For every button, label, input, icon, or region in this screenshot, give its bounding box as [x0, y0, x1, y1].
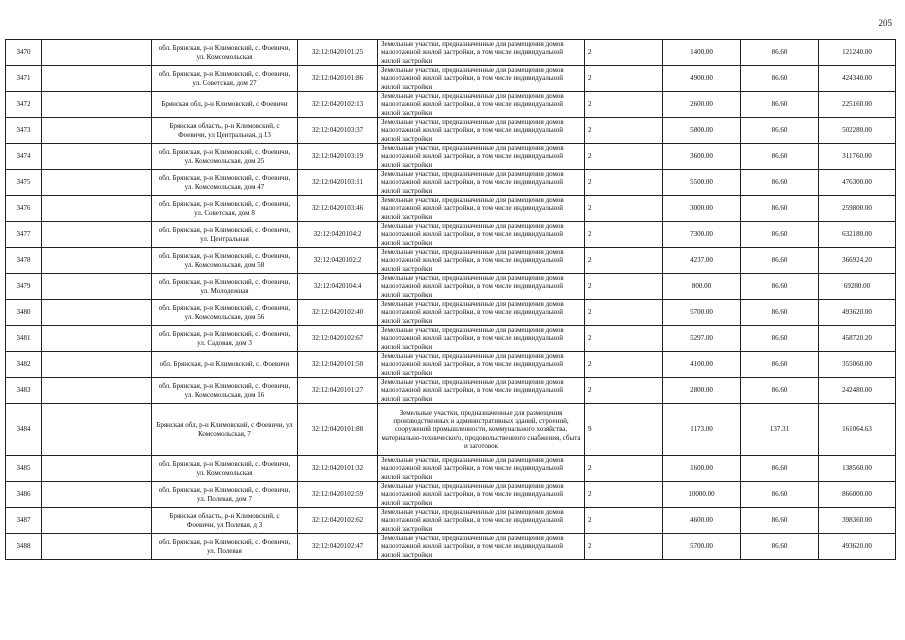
address-cell: Брянская обл, р-н Климовский, с Фоевичи, ул Комсомольская, 7 — [152, 404, 298, 456]
area-cell: 4237.00 — [663, 248, 741, 274]
address-cell: Брянская обл, р-н Климовский, с Фоевичи — [152, 92, 298, 118]
cadastral-value-cell: 242480.00 — [819, 378, 896, 404]
area-cell: 4600.00 — [663, 508, 741, 534]
table-row — [6, 66, 896, 92]
cadastral-value-cell: 121240.00 — [819, 40, 896, 66]
area-cell: 10000.00 — [663, 482, 741, 508]
table-row — [6, 534, 896, 560]
cadastral-number-cell: 32:12:0420101:32 — [298, 456, 378, 482]
blank-gap — [42, 456, 152, 482]
rate-cell: 137.31 — [741, 404, 819, 456]
address-cell: обл. Брянская, р-н Климовский, с. Фоевичи, ул. Комсомольская, дом 56 — [152, 300, 298, 326]
table-row — [6, 326, 896, 352]
blank-gap — [42, 300, 152, 326]
blank-gap — [42, 404, 152, 456]
cadastral-number-cell: 32:12:0420102:47 — [298, 534, 378, 560]
area-cell: 5500.00 — [663, 170, 741, 196]
row-number: 3488 — [6, 534, 42, 560]
cadastral-value-cell: 632180.00 — [819, 222, 896, 248]
cadastral-number-cell: 32:12:0420101:27 — [298, 378, 378, 404]
area-cell: 1173.00 — [663, 404, 741, 456]
land-use-cell: Земельные участки, предназначенные для размещения домов малоэтажной жилой застройки, в том числе индивидуальной жилой застройки — [378, 92, 585, 118]
address-cell: обл. Брянская, р-н Климовский, с. Фоевичи, ул. Центральная — [152, 222, 298, 248]
blank-gap — [42, 248, 152, 274]
table-row — [6, 40, 896, 66]
rate-cell: 86.60 — [741, 92, 819, 118]
land-use-cell: Земельные участки, предназначенные для размещения домов малоэтажной жилой застройки, в том числе индивидуальной жилой застройки — [378, 274, 585, 300]
rate-cell: 86.60 — [741, 326, 819, 352]
row-number: 3477 — [6, 222, 42, 248]
cadastral-number-cell: 32:12:0420101:88 — [298, 404, 378, 456]
table-row — [6, 456, 896, 482]
table-row — [6, 170, 896, 196]
table-row — [6, 508, 896, 534]
address-cell: обл. Брянская, р-н Климовский, с. Фоевичи, ул. Полевая — [152, 534, 298, 560]
cadastral-number-cell: 32:12:0420103:46 — [298, 196, 378, 222]
row-number: 3479 — [6, 274, 42, 300]
area-cell: 5700.00 — [663, 300, 741, 326]
rate-cell: 86.60 — [741, 144, 819, 170]
area-cell: 7300.00 — [663, 222, 741, 248]
address-cell: обл. Брянская, р-н Климовский, с. Фоевичи, ул. Комсомольская, дом 16 — [152, 378, 298, 404]
address-cell: обл. Брянская, р-н Климовский, с. Фоевичи, ул. Советская, дом 8 — [152, 196, 298, 222]
rate-cell: 86.60 — [741, 118, 819, 144]
cadastral-number-cell: 32:12:0420102:2 — [298, 248, 378, 274]
category-cell: 2 — [585, 66, 663, 92]
row-number: 3478 — [6, 248, 42, 274]
address-cell: Брянская область, р-н Климовский, с Фоевичи, ул Центральная, д 13 — [152, 118, 298, 144]
area-cell: 4100.00 — [663, 352, 741, 378]
land-use-cell: Земельные участки, предназначенные для размещения домов малоэтажной жилой застройки, в том числе индивидуальной жилой застройки — [378, 456, 585, 482]
land-use-cell: Земельные участки, предназначенные для размещения домов малоэтажной жилой застройки, в том числе индивидуальной жилой застройки — [378, 534, 585, 560]
blank-gap — [42, 92, 152, 118]
land-use-cell: Земельные участки, предназначенные для размещения домов малоэтажной жилой застройки, в том числе индивидуальной жилой застройки — [378, 378, 585, 404]
table-body — [6, 40, 896, 560]
category-cell: 2 — [585, 508, 663, 534]
row-number: 3480 — [6, 300, 42, 326]
area-cell: 5700.00 — [663, 534, 741, 560]
table-row — [6, 404, 896, 456]
category-cell: 2 — [585, 196, 663, 222]
cadastral-number-cell: 32:12:0420102:13 — [298, 92, 378, 118]
cadastral-value-cell: 355060.00 — [819, 352, 896, 378]
area-cell: 1600.00 — [663, 456, 741, 482]
cadastral-value-cell: 493620.00 — [819, 300, 896, 326]
row-number: 3484 — [6, 404, 42, 456]
land-use-cell: Земельные участки, предназначенные для размещения домов малоэтажной жилой застройки, в том числе индивидуальной жилой застройки — [378, 326, 585, 352]
row-number: 3487 — [6, 508, 42, 534]
cadastral-number-cell: 32:12:0420103:19 — [298, 144, 378, 170]
category-cell: 2 — [585, 274, 663, 300]
cadastral-number-cell: 32:12:0420102:67 — [298, 326, 378, 352]
rate-cell: 86.60 — [741, 274, 819, 300]
cadastral-value-cell: 69280.00 — [819, 274, 896, 300]
table-row — [6, 300, 896, 326]
blank-gap — [42, 222, 152, 248]
land-use-cell: Земельные участки, предназначенные для размещения домов малоэтажной жилой застройки, в том числе индивидуальной жилой застройки — [378, 196, 585, 222]
area-cell: 3600.00 — [663, 144, 741, 170]
rate-cell: 86.60 — [741, 378, 819, 404]
blank-gap — [42, 144, 152, 170]
cadastral-number-cell: 32:12:0420103:37 — [298, 118, 378, 144]
address-cell: обл. Брянская, р-н Климовский, с. Фоевичи, ул. Комсомольская, дом 25 — [152, 144, 298, 170]
rate-cell: 86.60 — [741, 300, 819, 326]
table-row — [6, 378, 896, 404]
address-cell: обл. Брянская, р-н Климовский, с. Фоевичи, ул. Комсомольская, дом 58 — [152, 248, 298, 274]
row-number: 3483 — [6, 378, 42, 404]
cadastral-value-cell: 866000.00 — [819, 482, 896, 508]
category-cell: 2 — [585, 378, 663, 404]
rate-cell: 86.60 — [741, 352, 819, 378]
rate-cell: 86.60 — [741, 456, 819, 482]
table-row — [6, 92, 896, 118]
category-cell: 2 — [585, 222, 663, 248]
cadastral-value-cell: 502280.00 — [819, 118, 896, 144]
land-registry-table — [5, 39, 896, 560]
row-number: 3470 — [6, 40, 42, 66]
cadastral-number-cell: 32:12:0420102:59 — [298, 482, 378, 508]
table-row — [6, 196, 896, 222]
row-number: 3471 — [6, 66, 42, 92]
land-use-cell: Земельные участки, предназначенные для размещения производственных и административных зданий, строений, сооружений промышленности, коммунального хозяйства, материально-технического, продовольственного снабжения, сбыта и заготовок — [378, 404, 585, 456]
land-use-cell: Земельные участки, предназначенные для размещения домов малоэтажной жилой застройки, в том числе индивидуальной жилой застройки — [378, 248, 585, 274]
address-cell: обл. Брянская, р-н Климовский, с. Фоевичи, ул. Комсомольская — [152, 40, 298, 66]
category-cell: 2 — [585, 300, 663, 326]
area-cell: 1400.00 — [663, 40, 741, 66]
cadastral-number-cell: 32:12:0420101:25 — [298, 40, 378, 66]
rate-cell: 86.60 — [741, 534, 819, 560]
cadastral-number-cell: 32:12:0420101:50 — [298, 352, 378, 378]
cadastral-value-cell: 161064.63 — [819, 404, 896, 456]
rate-cell: 86.60 — [741, 196, 819, 222]
blank-gap — [42, 170, 152, 196]
address-cell: обл. Брянская, р-н Климовский, с. Фоевичи, ул. Молодежная — [152, 274, 298, 300]
land-use-cell: Земельные участки, предназначенные для размещения домов малоэтажной жилой застройки, в том числе индивидуальной жилой застройки — [378, 170, 585, 196]
area-cell: 5800.00 — [663, 118, 741, 144]
rate-cell: 86.60 — [741, 248, 819, 274]
cadastral-number-cell: 32:12:0420101:86 — [298, 66, 378, 92]
cadastral-value-cell: 424340.00 — [819, 66, 896, 92]
cadastral-value-cell: 225160.00 — [819, 92, 896, 118]
category-cell: 2 — [585, 92, 663, 118]
cadastral-number-cell: 32:12:0420104:4 — [298, 274, 378, 300]
area-cell: 3000.00 — [663, 196, 741, 222]
cadastral-value-cell: 138560.00 — [819, 456, 896, 482]
row-number: 3474 — [6, 144, 42, 170]
land-use-cell: Земельные участки, предназначенные для размещения домов малоэтажной жилой застройки, в том числе индивидуальной жилой застройки — [378, 222, 585, 248]
land-use-cell: Земельные участки, предназначенные для размещения домов малоэтажной жилой застройки, в том числе индивидуальной жилой застройки — [378, 144, 585, 170]
table-row — [6, 144, 896, 170]
area-cell: 5297.00 — [663, 326, 741, 352]
row-number: 3485 — [6, 456, 42, 482]
blank-gap — [42, 508, 152, 534]
category-cell: 2 — [585, 248, 663, 274]
blank-gap — [42, 352, 152, 378]
cadastral-number-cell: 32:12:0420102:62 — [298, 508, 378, 534]
category-cell: 2 — [585, 352, 663, 378]
table-row — [6, 352, 896, 378]
row-number: 3476 — [6, 196, 42, 222]
cadastral-value-cell: 398360.00 — [819, 508, 896, 534]
blank-gap — [42, 118, 152, 144]
row-number: 3472 — [6, 92, 42, 118]
area-cell: 2800.00 — [663, 378, 741, 404]
rate-cell: 86.60 — [741, 170, 819, 196]
cadastral-value-cell: 493620.00 — [819, 534, 896, 560]
row-number: 3481 — [6, 326, 42, 352]
cadastral-value-cell: 476300.00 — [819, 170, 896, 196]
rate-cell: 86.60 — [741, 508, 819, 534]
land-use-cell: Земельные участки, предназначенные для размещения домов малоэтажной жилой застройки, в том числе индивидуальной жилой застройки — [378, 352, 585, 378]
category-cell: 2 — [585, 326, 663, 352]
page-number: 205 — [878, 18, 892, 28]
area-cell: 2600.00 — [663, 92, 741, 118]
cadastral-value-cell: 259800.00 — [819, 196, 896, 222]
land-use-cell: Земельные участки, предназначенные для размещения домов малоэтажной жилой застройки, в том числе индивидуальной жилой застройки — [378, 482, 585, 508]
blank-gap — [42, 534, 152, 560]
blank-gap — [42, 378, 152, 404]
address-cell: обл. Брянская, р-н Климовский, с. Фоевичи, ул. Советская, дом 27 — [152, 66, 298, 92]
table-row — [6, 482, 896, 508]
address-cell: обл. Брянская, р-н Климовский, с. Фоевичи, ул. Полевая, дом 7 — [152, 482, 298, 508]
land-use-cell: Земельные участки, предназначенные для размещения домов малоэтажной жилой застройки, в том числе индивидуальной жилой застройки — [378, 118, 585, 144]
blank-gap — [42, 196, 152, 222]
cadastral-number-cell: 32:12:0420102:40 — [298, 300, 378, 326]
rate-cell: 86.60 — [741, 482, 819, 508]
blank-gap — [42, 482, 152, 508]
category-cell: 9 — [585, 404, 663, 456]
land-use-cell: Земельные участки, предназначенные для размещения домов малоэтажной жилой застройки, в том числе индивидуальной жилой застройки — [378, 300, 585, 326]
category-cell: 2 — [585, 482, 663, 508]
category-cell: 2 — [585, 456, 663, 482]
table-row — [6, 274, 896, 300]
blank-gap — [42, 66, 152, 92]
land-use-cell: Земельные участки, предназначенные для размещения домов малоэтажной жилой застройки, в том числе индивидуальной жилой застройки — [378, 40, 585, 66]
category-cell: 2 — [585, 534, 663, 560]
cadastral-value-cell: 366924.20 — [819, 248, 896, 274]
rate-cell: 86.60 — [741, 222, 819, 248]
rate-cell: 86.60 — [741, 40, 819, 66]
blank-gap — [42, 326, 152, 352]
cadastral-number-cell: 32:12:0420104:2 — [298, 222, 378, 248]
address-cell: обл. Брянская, р-н Климовский, с. Фоевичи — [152, 352, 298, 378]
row-number: 3482 — [6, 352, 42, 378]
rate-cell: 86.60 — [741, 66, 819, 92]
category-cell: 2 — [585, 40, 663, 66]
category-cell: 2 — [585, 170, 663, 196]
area-cell: 800.00 — [663, 274, 741, 300]
area-cell: 4900.00 — [663, 66, 741, 92]
table-row — [6, 118, 896, 144]
address-cell: Брянская область, р-н Климовский, с Фоевичи, ул Полевая, д 3 — [152, 508, 298, 534]
land-use-cell: Земельные участки, предназначенные для размещения домов малоэтажной жилой застройки, в том числе индивидуальной жилой застройки — [378, 66, 585, 92]
category-cell: 2 — [585, 144, 663, 170]
table-row — [6, 222, 896, 248]
row-number: 3475 — [6, 170, 42, 196]
cadastral-number-cell: 32:12:0420103:11 — [298, 170, 378, 196]
address-cell: обл. Брянская, р-н Климовский, с. Фоевичи, ул. Садовая, дом 3 — [152, 326, 298, 352]
row-number: 3486 — [6, 482, 42, 508]
land-use-cell: Земельные участки, предназначенные для размещения домов малоэтажной жилой застройки, в том числе индивидуальной жилой застройки — [378, 508, 585, 534]
table-row — [6, 248, 896, 274]
category-cell: 2 — [585, 118, 663, 144]
blank-gap — [42, 274, 152, 300]
address-cell: обл. Брянская, р-н Климовский, с. Фоевичи, ул. Комсомольская, дом 47 — [152, 170, 298, 196]
address-cell: обл. Брянская, р-н Климовский, с. Фоевичи, ул. Комсомольская — [152, 456, 298, 482]
cadastral-value-cell: 458720.20 — [819, 326, 896, 352]
blank-gap — [42, 40, 152, 66]
cadastral-value-cell: 311760.00 — [819, 144, 896, 170]
row-number: 3473 — [6, 118, 42, 144]
